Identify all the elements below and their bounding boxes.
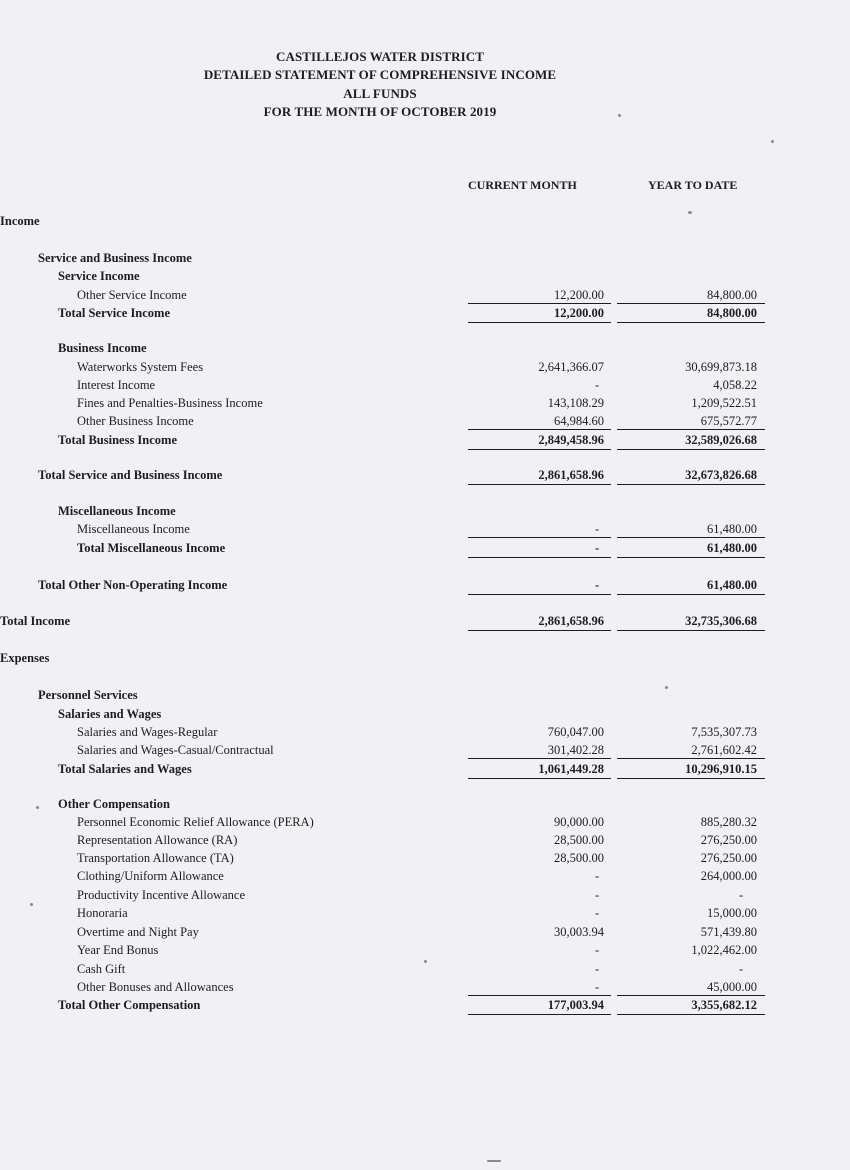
current-month-value-waterworks-system-fees: 2,641,366.07: [538, 360, 604, 374]
current-month-value-miscellaneous-income: -: [595, 522, 600, 536]
year-to-date-value-year-end-bonus: 1,022,462.00: [691, 943, 757, 957]
year-to-date-value-miscellaneous-income: 61,480.00: [707, 522, 757, 536]
row-label-miscellaneous-income: Miscellaneous Income: [77, 522, 190, 536]
row-label-service-and-business-income: Service and Business Income: [38, 251, 192, 265]
column-underline: [617, 484, 765, 485]
row-label-transportation-allowance-ta: Transportation Allowance (TA): [77, 851, 234, 865]
scan-speck: [688, 211, 692, 214]
row-label-salaries-and-wages-casual-contractual: Salaries and Wages-Casual/Contractual: [77, 743, 274, 757]
year-to-date-value-honoraria: 15,000.00: [707, 906, 757, 920]
column-underline: [617, 1014, 765, 1015]
row-label-total-service-and-business-income: Total Service and Business Income: [38, 468, 223, 482]
column-underline: [468, 322, 611, 323]
column-underline: [617, 322, 765, 323]
current-month-value-overtime-and-night-pay: 30,003.94: [554, 925, 604, 939]
row-label-waterworks-system-fees: Waterworks System Fees: [77, 360, 204, 374]
column-underline: [617, 630, 765, 631]
year-to-date-value-salaries-and-wages-regular: 7,535,307.73: [691, 725, 757, 739]
row-label-income: Income: [0, 214, 40, 228]
column-underline: [468, 484, 611, 485]
current-month-value-salaries-and-wages-casual-contractual: 301,402.28: [547, 743, 604, 757]
statement-title: DETAILED STATEMENT OF COMPREHENSIVE INCOME: [203, 67, 557, 82]
column-underline: [617, 758, 765, 759]
current-month-value-honoraria: -: [595, 906, 600, 920]
column-underline: [468, 449, 611, 450]
row-label-total-other-compensation: Total Other Compensation: [58, 998, 201, 1012]
current-month-value-fines-and-penalties-business-income: 143,108.29: [547, 396, 604, 410]
scan-speck: [487, 1160, 501, 1162]
column-underline: [468, 778, 611, 779]
column-underline: [468, 1014, 611, 1015]
row-label-business-income: Business Income: [58, 341, 147, 355]
year-to-date-value-overtime-and-night-pay: 571,439.80: [700, 925, 757, 939]
year-to-date-value-transportation-allowance-ta: 276,250.00: [700, 851, 757, 865]
scan-speck: [618, 114, 621, 117]
scan-speck: [424, 960, 427, 963]
year-to-date-value-total-service-income: 84,800.00: [707, 306, 757, 320]
scan-speck: [771, 140, 774, 143]
row-label-salaries-and-wages-regular: Salaries and Wages-Regular: [77, 725, 218, 739]
current-month-value-total-other-non-operating-income: -: [595, 578, 600, 592]
current-month-value-other-service-income: 12,200.00: [554, 288, 604, 302]
current-month-value-total-service-and-business-income: 2,861,658.96: [538, 468, 604, 482]
current-month-value-other-bonuses-and-allowances: -: [595, 980, 600, 994]
column-underline: [468, 995, 611, 996]
row-label-cash-gift: Cash Gift: [77, 962, 126, 976]
row-label-expenses: Expenses: [0, 651, 50, 665]
current-month-value-total-other-compensation: 177,003.94: [547, 998, 604, 1012]
column-underline: [617, 449, 765, 450]
year-to-date-value-productivity-incentive-allowance: -: [739, 888, 744, 902]
year-to-date-value-total-salaries-and-wages: 10,296,910.15: [685, 762, 757, 776]
year-to-date-value-representation-allowance-ra: 276,250.00: [700, 833, 757, 847]
current-month-value-transportation-allowance-ta: 28,500.00: [554, 851, 604, 865]
current-month-value-other-business-income: 64,984.60: [554, 414, 604, 428]
fund-scope: ALL FUNDS: [343, 86, 417, 101]
row-label-year-end-bonus: Year End Bonus: [77, 943, 159, 957]
current-month-value-cash-gift: -: [595, 962, 600, 976]
year-to-date-value-personnel-economic-relief-allowance-pera: 885,280.32: [700, 815, 757, 829]
current-month-value-personnel-economic-relief-allowance-pera: 90,000.00: [554, 815, 604, 829]
year-to-date-value-total-service-and-business-income: 32,673,826.68: [685, 468, 757, 482]
row-label-total-miscellaneous-income: Total Miscellaneous Income: [77, 541, 226, 555]
current-month-value-year-end-bonus: -: [595, 943, 600, 957]
row-label-fines-and-penalties-business-income: Fines and Penalties-Business Income: [77, 396, 263, 410]
current-month-value-salaries-and-wages-regular: 760,047.00: [547, 725, 604, 739]
year-to-date-value-salaries-and-wages-casual-contractual: 2,761,602.42: [691, 743, 757, 757]
current-month-value-total-business-income: 2,849,458.96: [538, 433, 604, 447]
row-label-total-other-non-operating-income: Total Other Non-Operating Income: [38, 578, 228, 592]
column-underline: [617, 778, 765, 779]
row-label-other-bonuses-and-allowances: Other Bonuses and Allowances: [77, 980, 234, 994]
row-label-total-income: Total Income: [0, 614, 71, 628]
year-to-date-value-other-business-income: 675,572.77: [700, 414, 757, 428]
row-label-interest-income: Interest Income: [77, 378, 156, 392]
year-to-date-value-total-miscellaneous-income: 61,480.00: [707, 541, 757, 555]
statement-period: FOR THE MONTH OF OCTOBER 2019: [263, 104, 497, 119]
current-month-value-total-income: 2,861,658.96: [538, 614, 604, 628]
column-underline: [617, 303, 765, 304]
year-to-date-value-other-service-income: 84,800.00: [707, 288, 757, 302]
column-underline: [468, 630, 611, 631]
row-label-personnel-services: Personnel Services: [38, 688, 138, 702]
row-label-total-salaries-and-wages: Total Salaries and Wages: [58, 762, 192, 776]
column-header-current-month: CURRENT MONTH: [468, 178, 577, 192]
column-underline: [468, 537, 611, 538]
row-label-other-business-income: Other Business Income: [77, 414, 194, 428]
row-label-productivity-incentive-allowance: Productivity Incentive Allowance: [77, 888, 246, 902]
row-label-honoraria: Honoraria: [77, 906, 128, 920]
row-label-overtime-and-night-pay: Overtime and Night Pay: [77, 925, 199, 939]
column-underline: [617, 537, 765, 538]
year-to-date-value-total-other-non-operating-income: 61,480.00: [707, 578, 757, 592]
year-to-date-value-cash-gift: -: [739, 962, 744, 976]
row-label-other-compensation: Other Compensation: [58, 797, 170, 811]
row-label-miscellaneous-income: Miscellaneous Income: [58, 504, 176, 518]
year-to-date-value-fines-and-penalties-business-income: 1,209,522.51: [691, 396, 757, 410]
year-to-date-value-total-other-compensation: 3,355,682.12: [691, 998, 757, 1012]
column-underline: [468, 594, 611, 595]
column-underline: [468, 303, 611, 304]
column-underline: [617, 429, 765, 430]
year-to-date-value-interest-income: 4,058.22: [713, 378, 757, 392]
row-label-service-income: Service Income: [58, 269, 140, 283]
scan-speck: [36, 806, 39, 809]
row-label-salaries-and-wages: Salaries and Wages: [58, 707, 162, 721]
year-to-date-value-total-business-income: 32,589,026.68: [685, 433, 757, 447]
row-label-clothing-uniform-allowance: Clothing/Uniform Allowance: [77, 869, 224, 883]
row-label-other-service-income: Other Service Income: [77, 288, 187, 302]
scan-speck: [30, 903, 33, 906]
column-underline: [468, 758, 611, 759]
current-month-value-representation-allowance-ra: 28,500.00: [554, 833, 604, 847]
current-month-value-total-service-income: 12,200.00: [554, 306, 604, 320]
current-month-value-total-salaries-and-wages: 1,061,449.28: [538, 762, 604, 776]
column-underline: [617, 995, 765, 996]
current-month-value-total-miscellaneous-income: -: [595, 541, 600, 555]
current-month-value-productivity-incentive-allowance: -: [595, 888, 600, 902]
column-underline: [468, 557, 611, 558]
column-underline: [617, 557, 765, 558]
row-label-representation-allowance-ra: Representation Allowance (RA): [77, 833, 238, 847]
year-to-date-value-clothing-uniform-allowance: 264,000.00: [700, 869, 757, 883]
column-header-year-to-date: YEAR TO DATE: [648, 178, 738, 192]
scan-speck: [665, 686, 668, 689]
row-label-total-service-income: Total Service Income: [58, 306, 171, 320]
org-name: CASTILLEJOS WATER DISTRICT: [275, 49, 485, 64]
year-to-date-value-total-income: 32,735,306.68: [685, 614, 757, 628]
year-to-date-value-other-bonuses-and-allowances: 45,000.00: [707, 980, 757, 994]
current-month-value-interest-income: -: [595, 378, 600, 392]
column-underline: [617, 594, 765, 595]
current-month-value-clothing-uniform-allowance: -: [595, 869, 600, 883]
year-to-date-value-waterworks-system-fees: 30,699,873.18: [685, 360, 757, 374]
row-label-total-business-income: Total Business Income: [58, 433, 178, 447]
column-underline: [468, 429, 611, 430]
row-label-personnel-economic-relief-allowance-pera: Personnel Economic Relief Allowance (PERA): [77, 815, 314, 829]
